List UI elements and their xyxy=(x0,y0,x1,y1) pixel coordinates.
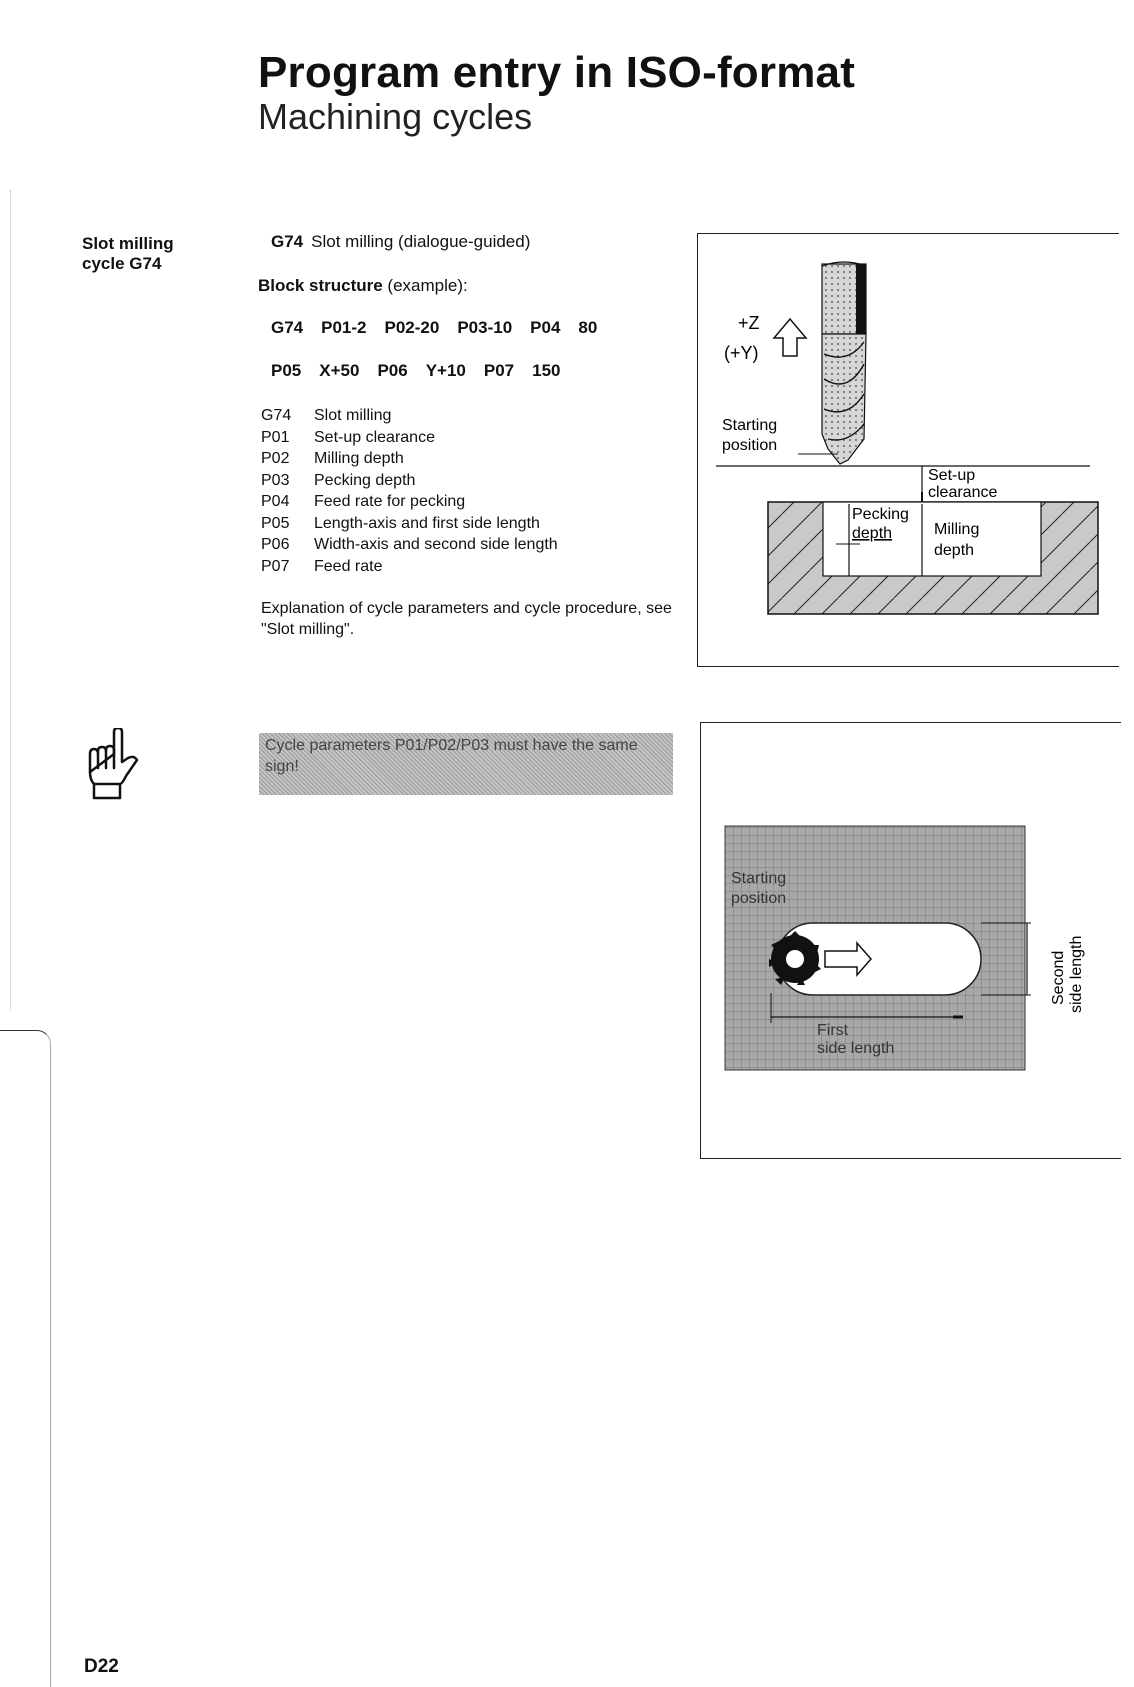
page-subtitle: Machining cycles xyxy=(258,96,533,137)
first-side-label-2: side length xyxy=(817,1040,895,1057)
block-structure-label: Block structure xyxy=(258,276,383,295)
code-token: P06 xyxy=(377,361,408,380)
code-token: P07 xyxy=(483,361,515,380)
parameter-code: G74 xyxy=(261,407,292,424)
code-token: 150 xyxy=(532,361,561,380)
code-token: P03-10 xyxy=(457,318,513,337)
axis-y-label: (+Y) xyxy=(724,343,759,363)
code-token: Y+10 xyxy=(425,361,466,380)
parameter-desc: Slot milling xyxy=(314,407,392,424)
parameter-desc: Feed rate for pecking xyxy=(314,493,466,510)
block-structure-suffix: (example): xyxy=(382,276,468,295)
parameter-code: P01 xyxy=(261,428,290,446)
starting-label: Starting xyxy=(722,417,778,434)
direction-arrow-icon xyxy=(774,319,806,356)
start-label: Starting xyxy=(731,870,787,887)
start-position-label: position xyxy=(731,890,787,907)
second-side-label-2: side length xyxy=(1068,935,1085,1013)
code-token: P04 xyxy=(530,318,561,337)
pecking-label-1: Pecking xyxy=(852,506,909,523)
parameter-row xyxy=(261,534,558,556)
code-token: X+50 xyxy=(319,361,360,380)
pecking-label-2: depth xyxy=(852,525,893,542)
section-heading xyxy=(82,234,222,274)
parameter-code: P07 xyxy=(261,557,290,575)
code-token: P05 xyxy=(271,361,302,380)
code-example-line-2 xyxy=(271,361,579,381)
margin-dots xyxy=(10,190,11,1010)
axis-z-label: +Z xyxy=(738,313,760,333)
parameter-row xyxy=(261,448,558,470)
parameter-code: P03 xyxy=(261,471,290,489)
parameter-desc: Length-axis and first side length xyxy=(314,514,540,532)
parameter-code: P02 xyxy=(261,450,290,467)
block-structure-line xyxy=(258,276,468,296)
section-heading-line-2: cycle G74 xyxy=(82,254,162,273)
pointing-hand-icon xyxy=(80,728,144,802)
parameter-row xyxy=(261,427,558,449)
code-token: P02-20 xyxy=(384,318,440,337)
figure-side-view xyxy=(697,233,1119,667)
parameter-code: P05 xyxy=(261,514,290,532)
position-label: position xyxy=(722,437,778,454)
parameter-desc: Pecking depth xyxy=(314,471,416,489)
g74-text: Slot milling (dialogue-guided) xyxy=(311,232,531,251)
g74-description xyxy=(271,232,530,252)
end-mill-tool xyxy=(822,262,866,464)
parameter-row xyxy=(261,470,558,492)
g74-code: G74 xyxy=(271,232,304,251)
code-token: P01-2 xyxy=(321,318,367,337)
second-side-label-1: Second xyxy=(1050,950,1067,1005)
parameter-code: P06 xyxy=(261,536,290,553)
milling-label-2: depth xyxy=(934,542,975,559)
page-title: Program entry in ISO-format xyxy=(258,48,856,97)
parameter-code: P04 xyxy=(261,493,290,510)
parameter-row xyxy=(261,405,558,427)
code-example-line-1 xyxy=(271,318,615,338)
milling-label-1: Milling xyxy=(934,521,980,538)
parameter-row xyxy=(261,556,558,578)
first-side-label-1: First xyxy=(817,1022,849,1039)
parameter-desc: Set-up clearance xyxy=(314,428,435,446)
parameter-row xyxy=(261,513,558,535)
explanation-text: Explanation of cycle parameters and cycle procedure, see "Slot milling". xyxy=(261,600,672,638)
parameter-desc: Width-axis and second side length xyxy=(314,536,558,553)
setup-label-1: Set-up xyxy=(928,467,976,484)
section-heading-line-1: Slot milling xyxy=(82,234,174,253)
code-token: 80 xyxy=(578,318,598,337)
parameter-desc: Feed rate xyxy=(314,557,383,575)
parameter-list xyxy=(261,405,558,577)
warning-note: Cycle parameters P01/P02/P03 must have the same sign! xyxy=(259,733,673,795)
page-number: D22 xyxy=(84,1656,119,1677)
margin-bracket xyxy=(0,1030,51,1687)
parameter-desc: Milling depth xyxy=(314,450,404,467)
setup-label-2: clearance xyxy=(928,484,998,501)
figure-top-view xyxy=(700,722,1121,1159)
parameter-row xyxy=(261,491,558,513)
code-token: G74 xyxy=(271,318,304,337)
